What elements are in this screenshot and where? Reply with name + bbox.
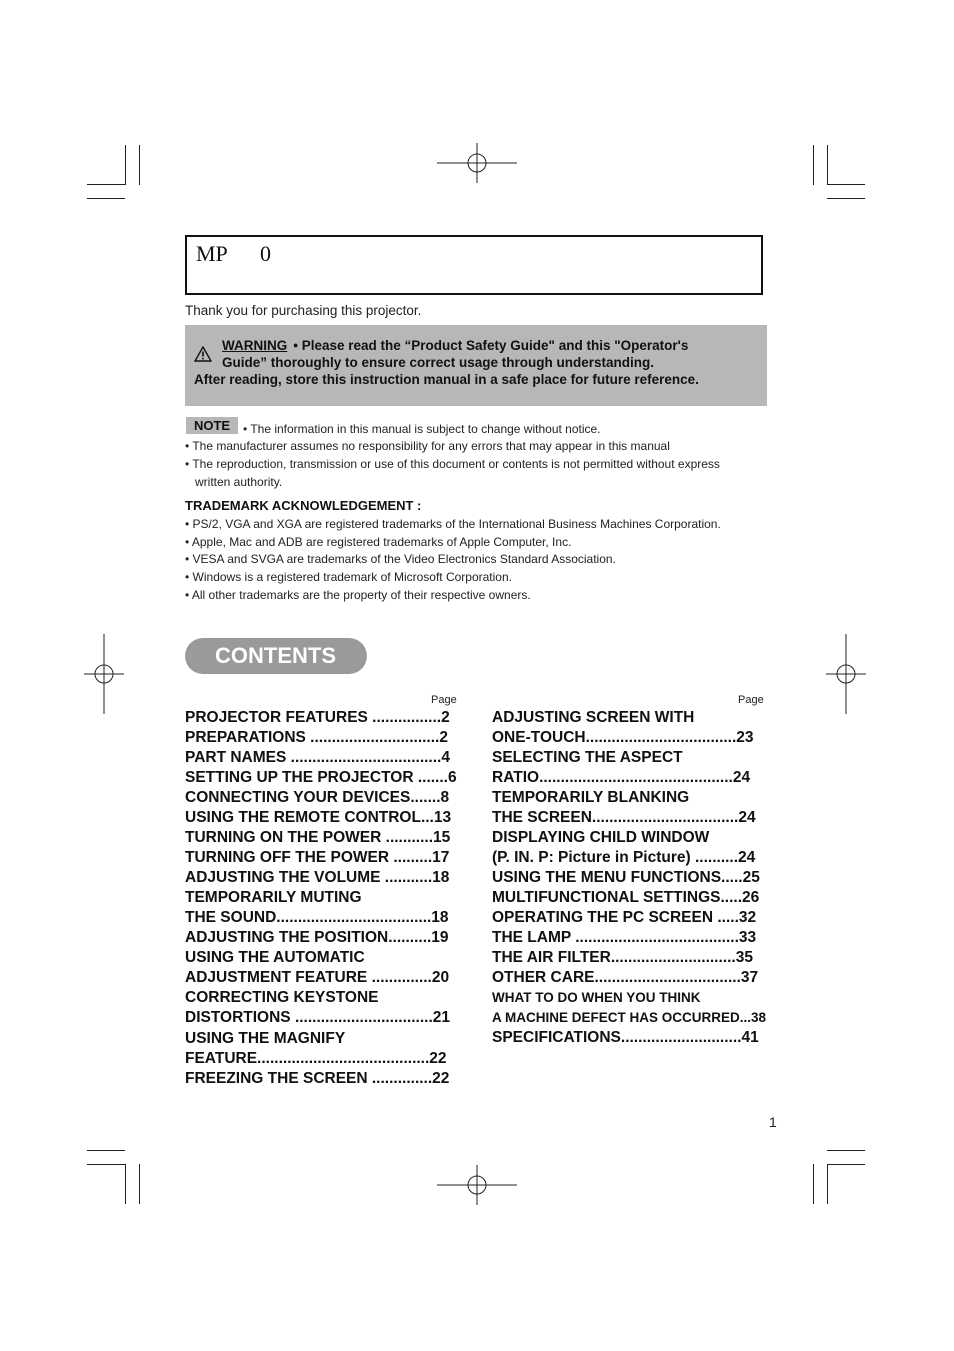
toc-entry[interactable]: ONE-TOUCH...................................23 (492, 729, 754, 746)
trademark-item: • All other trademarks are the property of their respective owners. (185, 588, 531, 602)
toc-entry[interactable]: TEMPORARILY BLANKING (492, 789, 690, 806)
registration-mark-bottom-icon (437, 1165, 517, 1205)
toc-entry[interactable]: SETTING UP THE PROJECTOR .......6 (185, 769, 457, 786)
toc-entry[interactable]: PREPARATIONS ..............................2 (185, 729, 448, 746)
toc-entry[interactable]: DISTORTIONS ................................21 (185, 1009, 450, 1026)
note-item: • The information in this manual is subject to change without notice. (243, 422, 601, 436)
toc-entry[interactable]: THE LAMP ......................................33 (492, 929, 757, 946)
contents-title: CONTENTS (215, 643, 336, 668)
registration-mark-top-icon (437, 143, 517, 183)
registration-mark-right-icon (826, 634, 866, 714)
toc-entry[interactable]: TEMPORARILY MUTING (185, 889, 362, 906)
toc-entry[interactable]: FREEZING THE SCREEN ..............22 (185, 1070, 450, 1087)
page-column-header-right: Page (738, 694, 764, 706)
toc-entry[interactable]: USING THE REMOTE CONTROL...13 (185, 809, 452, 826)
note-item: written authority. (195, 475, 283, 489)
warning-line-1 (222, 338, 688, 353)
toc-entry[interactable]: MULTIFUNCTIONAL SETTINGS.....26 (492, 889, 760, 906)
toc-entry[interactable]: THE SCREEN..................................24 (492, 809, 756, 826)
toc-entry[interactable]: ADJUSTING SCREEN WITH (492, 709, 695, 726)
toc-entry[interactable]: USING THE MENU FUNCTIONS.....25 (492, 869, 760, 886)
toc-entry[interactable]: TURNING ON THE POWER ...........15 (185, 829, 451, 846)
toc-entry[interactable]: (P. IN. P: Picture in Picture) ..........24 (492, 849, 756, 866)
toc-right-column (492, 708, 766, 1048)
page-number: 1 (769, 1114, 777, 1130)
note-item: • The reproduction, transmission or use of this document or contents is not permitted without express (185, 457, 720, 471)
toc-entry[interactable]: SELECTING THE ASPECT (492, 749, 683, 766)
contents-heading (185, 638, 367, 674)
toc-entry[interactable]: TURNING OFF THE POWER .........17 (185, 849, 450, 866)
toc-entry[interactable]: RATIO.............................................24 (492, 769, 751, 786)
toc-entry[interactable]: THE SOUND....................................18 (185, 909, 449, 926)
toc-entry[interactable]: OTHER CARE..................................37 (492, 969, 759, 986)
warning-text-2: Guide” thoroughly to ensure correct usage through understanding. (222, 355, 655, 370)
toc-entry[interactable]: WHAT TO DO WHEN YOU THINK (492, 990, 701, 1005)
trademark-heading: TRADEMARK ACKNOWLEDGEMENT : (185, 498, 422, 513)
page-column-header-left: Page (431, 694, 457, 706)
toc-entry[interactable]: CONNECTING YOUR DEVICES.......8 (185, 789, 450, 806)
toc-entry[interactable]: ADJUSTING THE VOLUME ...........18 (185, 869, 450, 886)
toc-entry[interactable]: OPERATING THE PC SCREEN .....32 (492, 909, 757, 926)
trademark-item: • PS/2, VGA and XGA are registered trademarks of the International Business Machines Corporation. (185, 517, 721, 531)
warning-text-3: After reading, store this instruction manual in a safe place for future reference. (194, 372, 699, 387)
trademark-item: • VESA and SVGA are trademarks of the Video Electronics Standard Association. (185, 552, 616, 566)
toc-entry[interactable]: USING THE MAGNIFY (185, 1030, 346, 1047)
toc-entry[interactable]: PART NAMES ...................................4 (185, 749, 450, 766)
toc-left-column (185, 708, 457, 1089)
toc-entry[interactable]: A MACHINE DEFECT HAS OCCURRED...38 (492, 1010, 767, 1025)
trademark-item: • Apple, Mac and ADB are registered trademarks of Apple Computer, Inc. (185, 535, 572, 549)
note-item: • The manufacturer assumes no responsibility for any errors that may appear in this manual (185, 439, 670, 453)
title-box (185, 235, 763, 295)
toc-entry[interactable]: ADJUSTING THE POSITION..........19 (185, 929, 449, 946)
intro-thanks: Thank you for purchasing this projector. (185, 303, 422, 318)
warning-triangle-icon (194, 346, 212, 362)
warning-text-1: • Please read the “Product Safety Guide" and this "Operator's (293, 338, 689, 353)
toc-entry[interactable]: PROJECTOR FEATURES ................2 (185, 709, 450, 726)
toc-entry[interactable]: THE AIR FILTER.............................35 (492, 949, 753, 966)
registration-mark-left-icon (84, 634, 124, 714)
toc-entry[interactable]: ADJUSTMENT FEATURE ..............20 (185, 969, 450, 986)
trademark-item: • Windows is a registered trademark of Microsoft Corporation. (185, 570, 512, 584)
note-badge: NOTE (186, 417, 238, 434)
toc-entry[interactable]: USING THE AUTOMATIC (185, 949, 365, 966)
warning-box (185, 325, 767, 406)
page-title: MP 0 (196, 241, 271, 266)
warning-label: WARNING (222, 338, 288, 353)
toc-entry[interactable]: DISPLAYING CHILD WINDOW (492, 829, 710, 846)
toc-entry[interactable]: CORRECTING KEYSTONE (185, 989, 379, 1006)
toc-entry[interactable]: FEATURE........................................22 (185, 1050, 447, 1067)
toc-entry[interactable]: SPECIFICATIONS............................41 (492, 1029, 759, 1046)
